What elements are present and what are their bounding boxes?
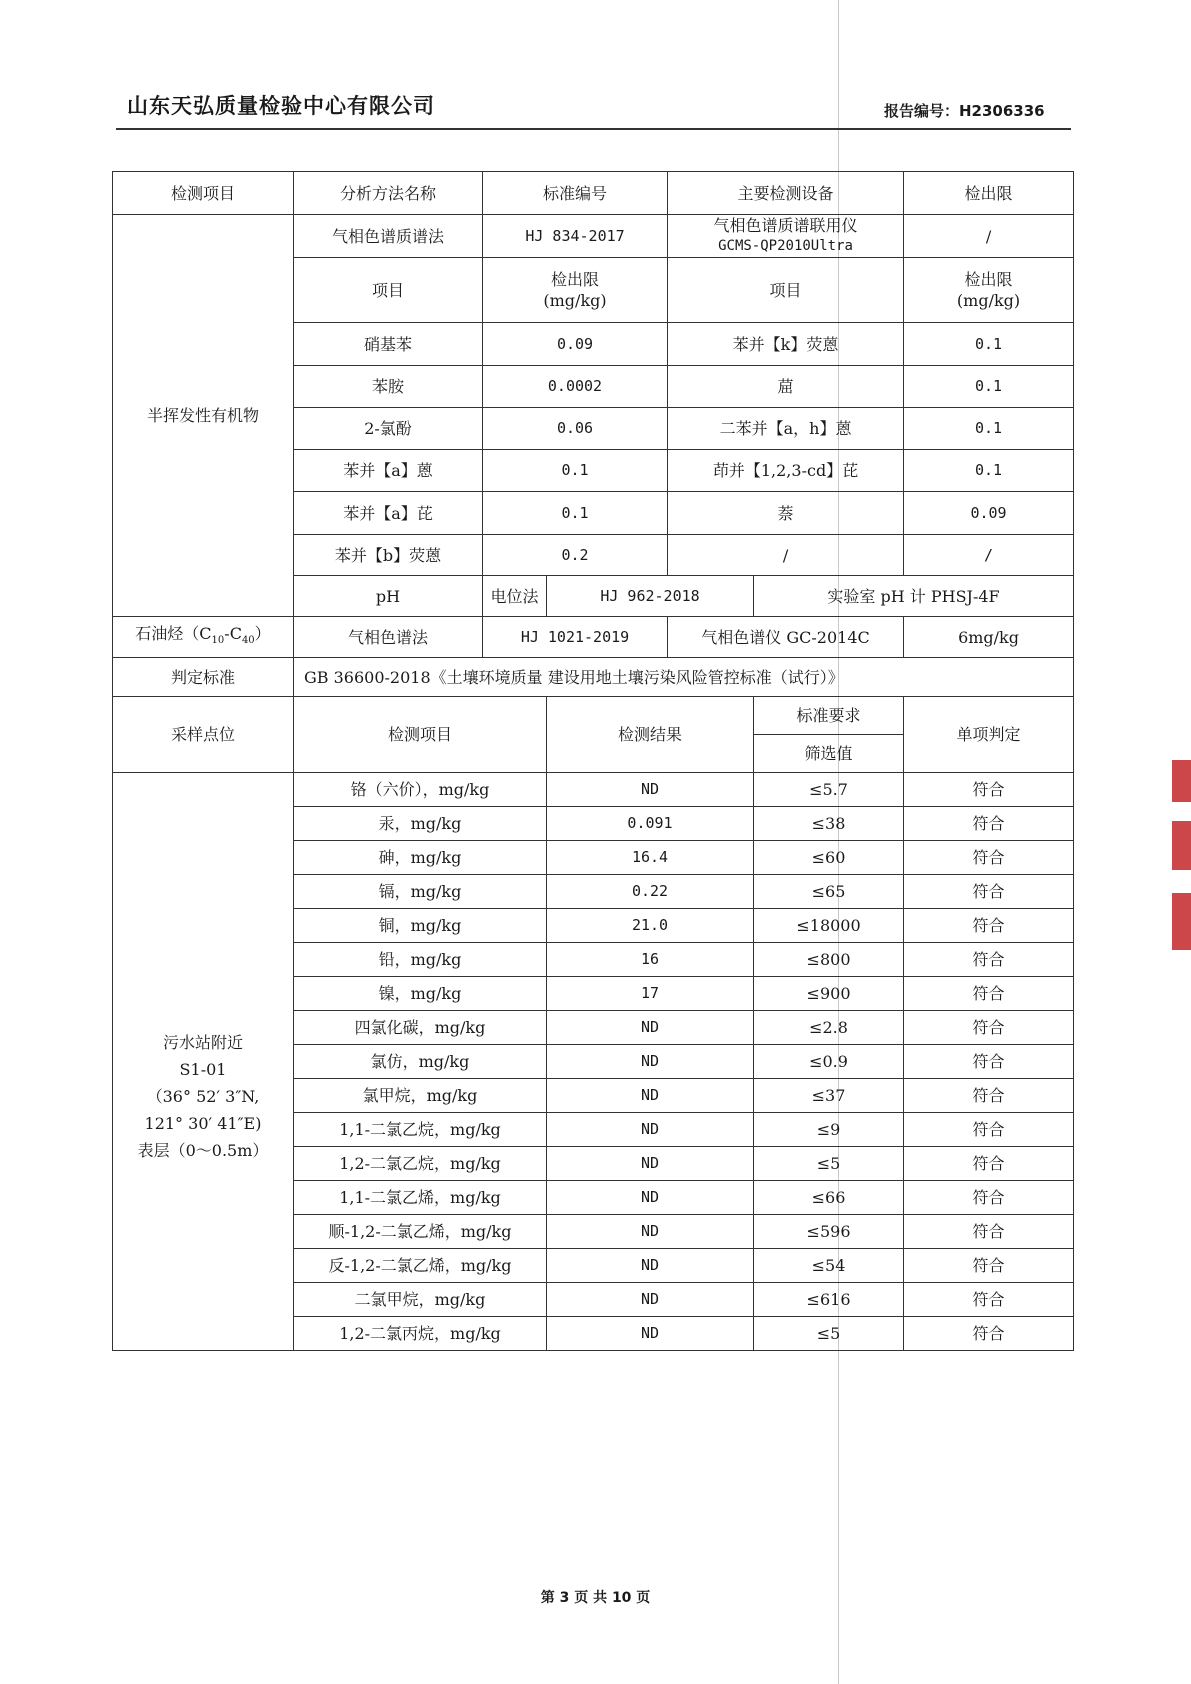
result-value: 0.22 [547, 875, 754, 909]
method-cell: 气相色谱质谱法 [294, 215, 483, 258]
subheader-limit [483, 258, 668, 323]
results-header-row [113, 697, 1074, 735]
header-cell: 主要检测设备 [668, 172, 904, 215]
sampling-site [113, 773, 294, 1351]
svoc-limit: 0.2 [483, 535, 668, 576]
result-value: ND [547, 1317, 754, 1351]
company-name: 山东天弘质量检验中心有限公司 [127, 94, 435, 118]
judgement-value: 符合 [904, 1147, 1074, 1181]
judgement-value: 符合 [904, 1283, 1074, 1317]
screening-value: ≤5 [754, 1147, 904, 1181]
tph-item-text: -C [224, 623, 242, 643]
subheader-limit2-label: 检出限 [964, 270, 1013, 289]
judgement-value: 符合 [904, 1045, 1074, 1079]
subheader-item2: 项目 [668, 258, 904, 323]
result-value: ND [547, 1147, 754, 1181]
result-value: ND [547, 1113, 754, 1147]
judgement-value: 符合 [904, 841, 1074, 875]
svoc-limit2: 0.09 [904, 492, 1074, 535]
svoc-limit: 0.06 [483, 408, 668, 450]
standard-value: GB 36600-2018《土壤环境质量 建设用地土壤污染风险管控标准（试行）》 [294, 658, 1074, 697]
result-item: 1,2-二氯丙烷，mg/kg [294, 1317, 547, 1351]
site-line: （36° 52′ 3″N, [146, 1087, 260, 1106]
report-table-body [113, 172, 1074, 1351]
judgement-value: 符合 [904, 1317, 1074, 1351]
result-row [113, 773, 1074, 807]
result-item: 1,1-二氯乙烷，mg/kg [294, 1113, 547, 1147]
screening-value: ≤5 [754, 1317, 904, 1351]
screening-value: ≤2.8 [754, 1011, 904, 1045]
judgement-value: 符合 [904, 909, 1074, 943]
svoc-limit: 0.0002 [483, 366, 668, 408]
methods-header-row [113, 172, 1074, 215]
judgement-value: 符合 [904, 1215, 1074, 1249]
standard-label: 判定标准 [113, 658, 294, 697]
result-value: 0.091 [547, 807, 754, 841]
result-item: 铬（六价），mg/kg [294, 773, 547, 807]
header-item: 检测项目 [294, 697, 547, 773]
result-value: 17 [547, 977, 754, 1011]
tph-row [113, 617, 1074, 658]
ph-method: 电位法 [483, 576, 547, 617]
result-item: 氯甲烷，mg/kg [294, 1079, 547, 1113]
result-item: 二氯甲烷，mg/kg [294, 1283, 547, 1317]
standard-cell: HJ 834-2017 [483, 215, 668, 258]
tph-equipment: 气相色谱仪 GC-2014C [668, 617, 904, 658]
subheader-limit2-unit: (mg/kg) [956, 291, 1021, 310]
equipment-cell [668, 215, 904, 258]
tph-item-text: 石油烃（C [135, 623, 212, 643]
svoc-limit2: 0.1 [904, 366, 1074, 408]
judgement-value: 符合 [904, 875, 1074, 909]
result-value: ND [547, 1045, 754, 1079]
svoc-item: 苯并【a】芘 [294, 492, 483, 535]
result-item: 铜，mg/kg [294, 909, 547, 943]
subheader-item: 项目 [294, 258, 483, 323]
judgement-value: 符合 [904, 977, 1074, 1011]
site-line: S1-01 [179, 1060, 227, 1079]
result-item: 顺-1,2-二氯乙烯，mg/kg [294, 1215, 547, 1249]
result-item: 砷，mg/kg [294, 841, 547, 875]
screening-value: ≤38 [754, 807, 904, 841]
result-value: ND [547, 1011, 754, 1045]
svoc-item2: 䓛 [668, 366, 904, 408]
svoc-item: 苯并【b】荧蒽 [294, 535, 483, 576]
page-number: 第 3 页 共 10 页 [540, 1590, 651, 1606]
judgement-value: 符合 [904, 943, 1074, 977]
svoc-method-row [113, 215, 1074, 258]
result-value: ND [547, 1215, 754, 1249]
screening-value: ≤65 [754, 875, 904, 909]
svoc-item2: 苯并【k】荧蒽 [668, 323, 904, 366]
tph-sub: 40 [241, 635, 255, 647]
ph-equipment: 实验室 pH 计 PHSJ-4F [754, 576, 1074, 617]
judgement-value: 符合 [904, 807, 1074, 841]
limit-cell: / [904, 215, 1074, 258]
tph-item-text: ） [254, 623, 271, 643]
header-screening: 筛选值 [754, 735, 904, 773]
result-item: 四氯化碳，mg/kg [294, 1011, 547, 1045]
result-item: 1,1-二氯乙烯，mg/kg [294, 1181, 547, 1215]
result-value: 21.0 [547, 909, 754, 943]
judgement-value: 符合 [904, 1181, 1074, 1215]
screening-value: ≤60 [754, 841, 904, 875]
result-value: 16 [547, 943, 754, 977]
svoc-limit: 0.1 [483, 492, 668, 535]
svoc-category: 半挥发性有机物 [113, 215, 294, 617]
svoc-item2: 二苯并【a，h】蒽 [668, 408, 904, 450]
tph-standard: HJ 1021-2019 [483, 617, 668, 658]
svoc-item: 苯并【a】蒽 [294, 450, 483, 492]
site-line: 表层（0～0.5m） [137, 1141, 269, 1160]
site-line: 污水站附近 [162, 1033, 243, 1052]
tph-sub: 10 [211, 635, 225, 647]
header-requirement: 标准要求 [754, 697, 904, 735]
red-seal-edge [1172, 760, 1191, 950]
svoc-item2: 茚并【1,2,3-cd】芘 [668, 450, 904, 492]
result-value: ND [547, 773, 754, 807]
screening-value: ≤54 [754, 1249, 904, 1283]
header-cell: 检出限 [904, 172, 1074, 215]
header-judgement: 单项判定 [904, 697, 1074, 773]
svoc-limit2: 0.1 [904, 323, 1074, 366]
equipment-line: 气相色谱质谱联用仪 [713, 216, 858, 235]
result-item: 氯仿，mg/kg [294, 1045, 547, 1079]
result-item: 汞，mg/kg [294, 807, 547, 841]
screening-value: ≤66 [754, 1181, 904, 1215]
svoc-limit: 0.09 [483, 323, 668, 366]
header-divider [116, 128, 1071, 130]
ph-standard: HJ 962-2018 [547, 576, 754, 617]
tph-item [113, 617, 294, 658]
svoc-limit: 0.1 [483, 450, 668, 492]
report-number: 报告编号：H2306336 [884, 102, 1045, 120]
svoc-item: 苯胺 [294, 366, 483, 408]
screening-value: ≤596 [754, 1215, 904, 1249]
judgement-value: 符合 [904, 1079, 1074, 1113]
result-item: 1,2-二氯乙烷，mg/kg [294, 1147, 547, 1181]
judgement-value: 符合 [904, 1113, 1074, 1147]
result-value: ND [547, 1249, 754, 1283]
judgement-value: 符合 [904, 1011, 1074, 1045]
screening-value: ≤900 [754, 977, 904, 1011]
svoc-item2: / [668, 535, 904, 576]
svoc-item: 硝基苯 [294, 323, 483, 366]
header-cell: 检测项目 [113, 172, 294, 215]
svoc-limit2: 0.1 [904, 450, 1074, 492]
result-value: ND [547, 1079, 754, 1113]
result-value: ND [547, 1181, 754, 1215]
result-item: 镍，mg/kg [294, 977, 547, 1011]
screening-value: ≤9 [754, 1113, 904, 1147]
screening-value: ≤37 [754, 1079, 904, 1113]
screening-value: ≤800 [754, 943, 904, 977]
result-item: 铅，mg/kg [294, 943, 547, 977]
screening-value: ≤0.9 [754, 1045, 904, 1079]
subheader-limit-label: 检出限 [551, 270, 600, 289]
report-table [112, 171, 1074, 1351]
result-item: 反-1,2-二氯乙烯，mg/kg [294, 1249, 547, 1283]
result-value: 16.4 [547, 841, 754, 875]
subheader-limit2 [904, 258, 1074, 323]
header-result: 检测结果 [547, 697, 754, 773]
svoc-limit2: / [904, 535, 1074, 576]
header-cell: 标准编号 [483, 172, 668, 215]
judgement-value: 符合 [904, 773, 1074, 807]
svoc-item: 2-氯酚 [294, 408, 483, 450]
header-cell: 分析方法名称 [294, 172, 483, 215]
tph-method: 气相色谱法 [294, 617, 483, 658]
equipment-model: GCMS-QP2010Ultra [718, 238, 853, 254]
screening-value: ≤616 [754, 1283, 904, 1317]
svoc-item2: 萘 [668, 492, 904, 535]
result-value: ND [547, 1283, 754, 1317]
result-item: 镉，mg/kg [294, 875, 547, 909]
ph-item: pH [294, 576, 483, 617]
standard-row [113, 658, 1074, 697]
screening-value: ≤5.7 [754, 773, 904, 807]
subheader-limit-unit: (mg/kg) [543, 291, 607, 310]
site-line: 121° 30′ 41″E) [144, 1114, 262, 1133]
judgement-value: 符合 [904, 1249, 1074, 1283]
svoc-limit2: 0.1 [904, 408, 1074, 450]
tph-limit: 6mg/kg [904, 617, 1074, 658]
screening-value: ≤18000 [754, 909, 904, 943]
header-site: 采样点位 [113, 697, 294, 773]
